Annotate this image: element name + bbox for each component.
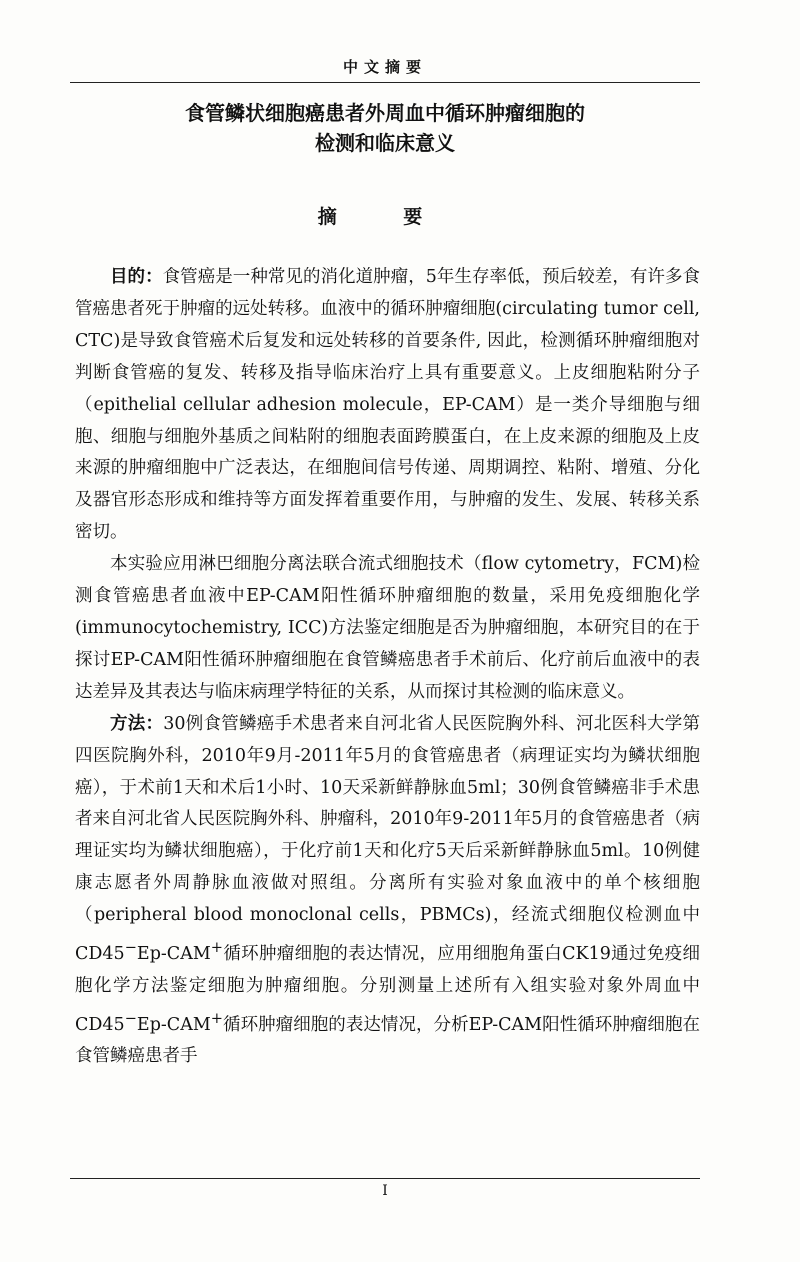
paragraph-methods	[75, 709, 700, 1074]
superscript-plus-2: +	[210, 1009, 223, 1027]
abstract-heading: 摘 要	[317, 206, 453, 228]
paragraph-study-design	[75, 549, 700, 709]
paragraph-objective	[75, 262, 700, 549]
methods-text-c: 循环肿瘤细胞的表达情况，应用细胞角蛋白CK19通过免疫细胞化学方法鉴定细胞为肿瘤细胞。分别测量上述所有入组实验对象外周血中CD45	[75, 943, 700, 1035]
study-design-text: 本实验应用淋巴细胞分离法联合流式细胞技术（flow cytometry，FCM)检测食管癌患者血液中EP-CAM阳性循环肿瘤细胞的数量，采用免疫细胞化学(immunocytochemistry, ICC)方法鉴定细胞是否为肿瘤细胞，本研究目的在于探讨EP-CAM阳性循环肿瘤细胞在食管鳞癌患者手术前后、化疗前后血液中的表达差异及其表达与临床病理学特征的关系，从而探讨其检测的临床意义。	[75, 554, 700, 702]
footer-rule	[70, 1178, 700, 1179]
objective-label: 目的：	[110, 267, 163, 287]
superscript-minus-2: −	[124, 1009, 137, 1027]
methods-text-e: 循环肿瘤细胞的表达情况，分析EP-CAM阳性循环肿瘤细胞在食管鳞癌患者手	[75, 1014, 700, 1067]
objective-text: 食管癌是一种常见的消化道肿瘤，5年生存率低，预后较差，有许多食管癌患者死于肿瘤的远处转移。血液中的循环肿瘤细胞(circulating tumor cell, CTC)是导致食管癌术后复发和远处转移的首要条件, 因此，检测循环肿瘤细胞对判断食管癌的复发、转移及指导临床治疗上具有重要意义。上皮细胞粘附分子（epithelial cellular adhesion molecule，EP-CAM）是一类介导细胞与细胞、细胞与细胞外基质之间粘附的细胞表面跨膜蛋白，在上皮来源的细胞及上皮来源的肿瘤细胞中广泛表达，在细胞间信号传递、周期调控、粘附、增殖、分化及器官形态形成和维持等方面发挥着重要作用，与肿瘤的发生、发展、转移关系密切。	[75, 267, 700, 543]
abstract-body	[75, 262, 700, 1073]
running-header: 中文摘要	[342, 58, 427, 76]
header-rule	[70, 82, 700, 83]
methods-text-a: 30例食管鳞癌手术患者来自河北省人民医院胸外科、河北医科大学第四医院胸外科，2010年9月-2011年5月的食管癌患者（病理证实均为鳞状细胞癌），于术前1天和术后1小时、10天采新鲜静脉血5ml；30例食管鳞癌非手术患者来自河北省人民医院胸外科、肿瘤科，2010年9-2011年5月的食管癌患者（病理证实均为鳞状细胞癌），于化疗前1天和化疗5天后采新鲜静脉血5ml。10例健康志愿者外周静脉血液做对照组。分离所有实验对象血液中的单个核细胞（peripheral blood monoclonal cells，PBMCs)，经流式细胞仪检测血中CD45	[75, 713, 700, 964]
document-title	[70, 98, 700, 158]
superscript-minus: −	[124, 939, 137, 957]
methods-text-b: Ep-CAM	[136, 943, 211, 964]
title-line-1: 食管鳞状细胞癌患者外周血中循环肿瘤细胞的	[185, 101, 585, 125]
page-number: I	[382, 1183, 388, 1199]
superscript-plus: +	[210, 939, 223, 957]
title-line-2: 检测和临床意义	[315, 131, 455, 155]
methods-text-d: Ep-CAM	[136, 1014, 211, 1035]
methods-label: 方法：	[110, 713, 164, 734]
